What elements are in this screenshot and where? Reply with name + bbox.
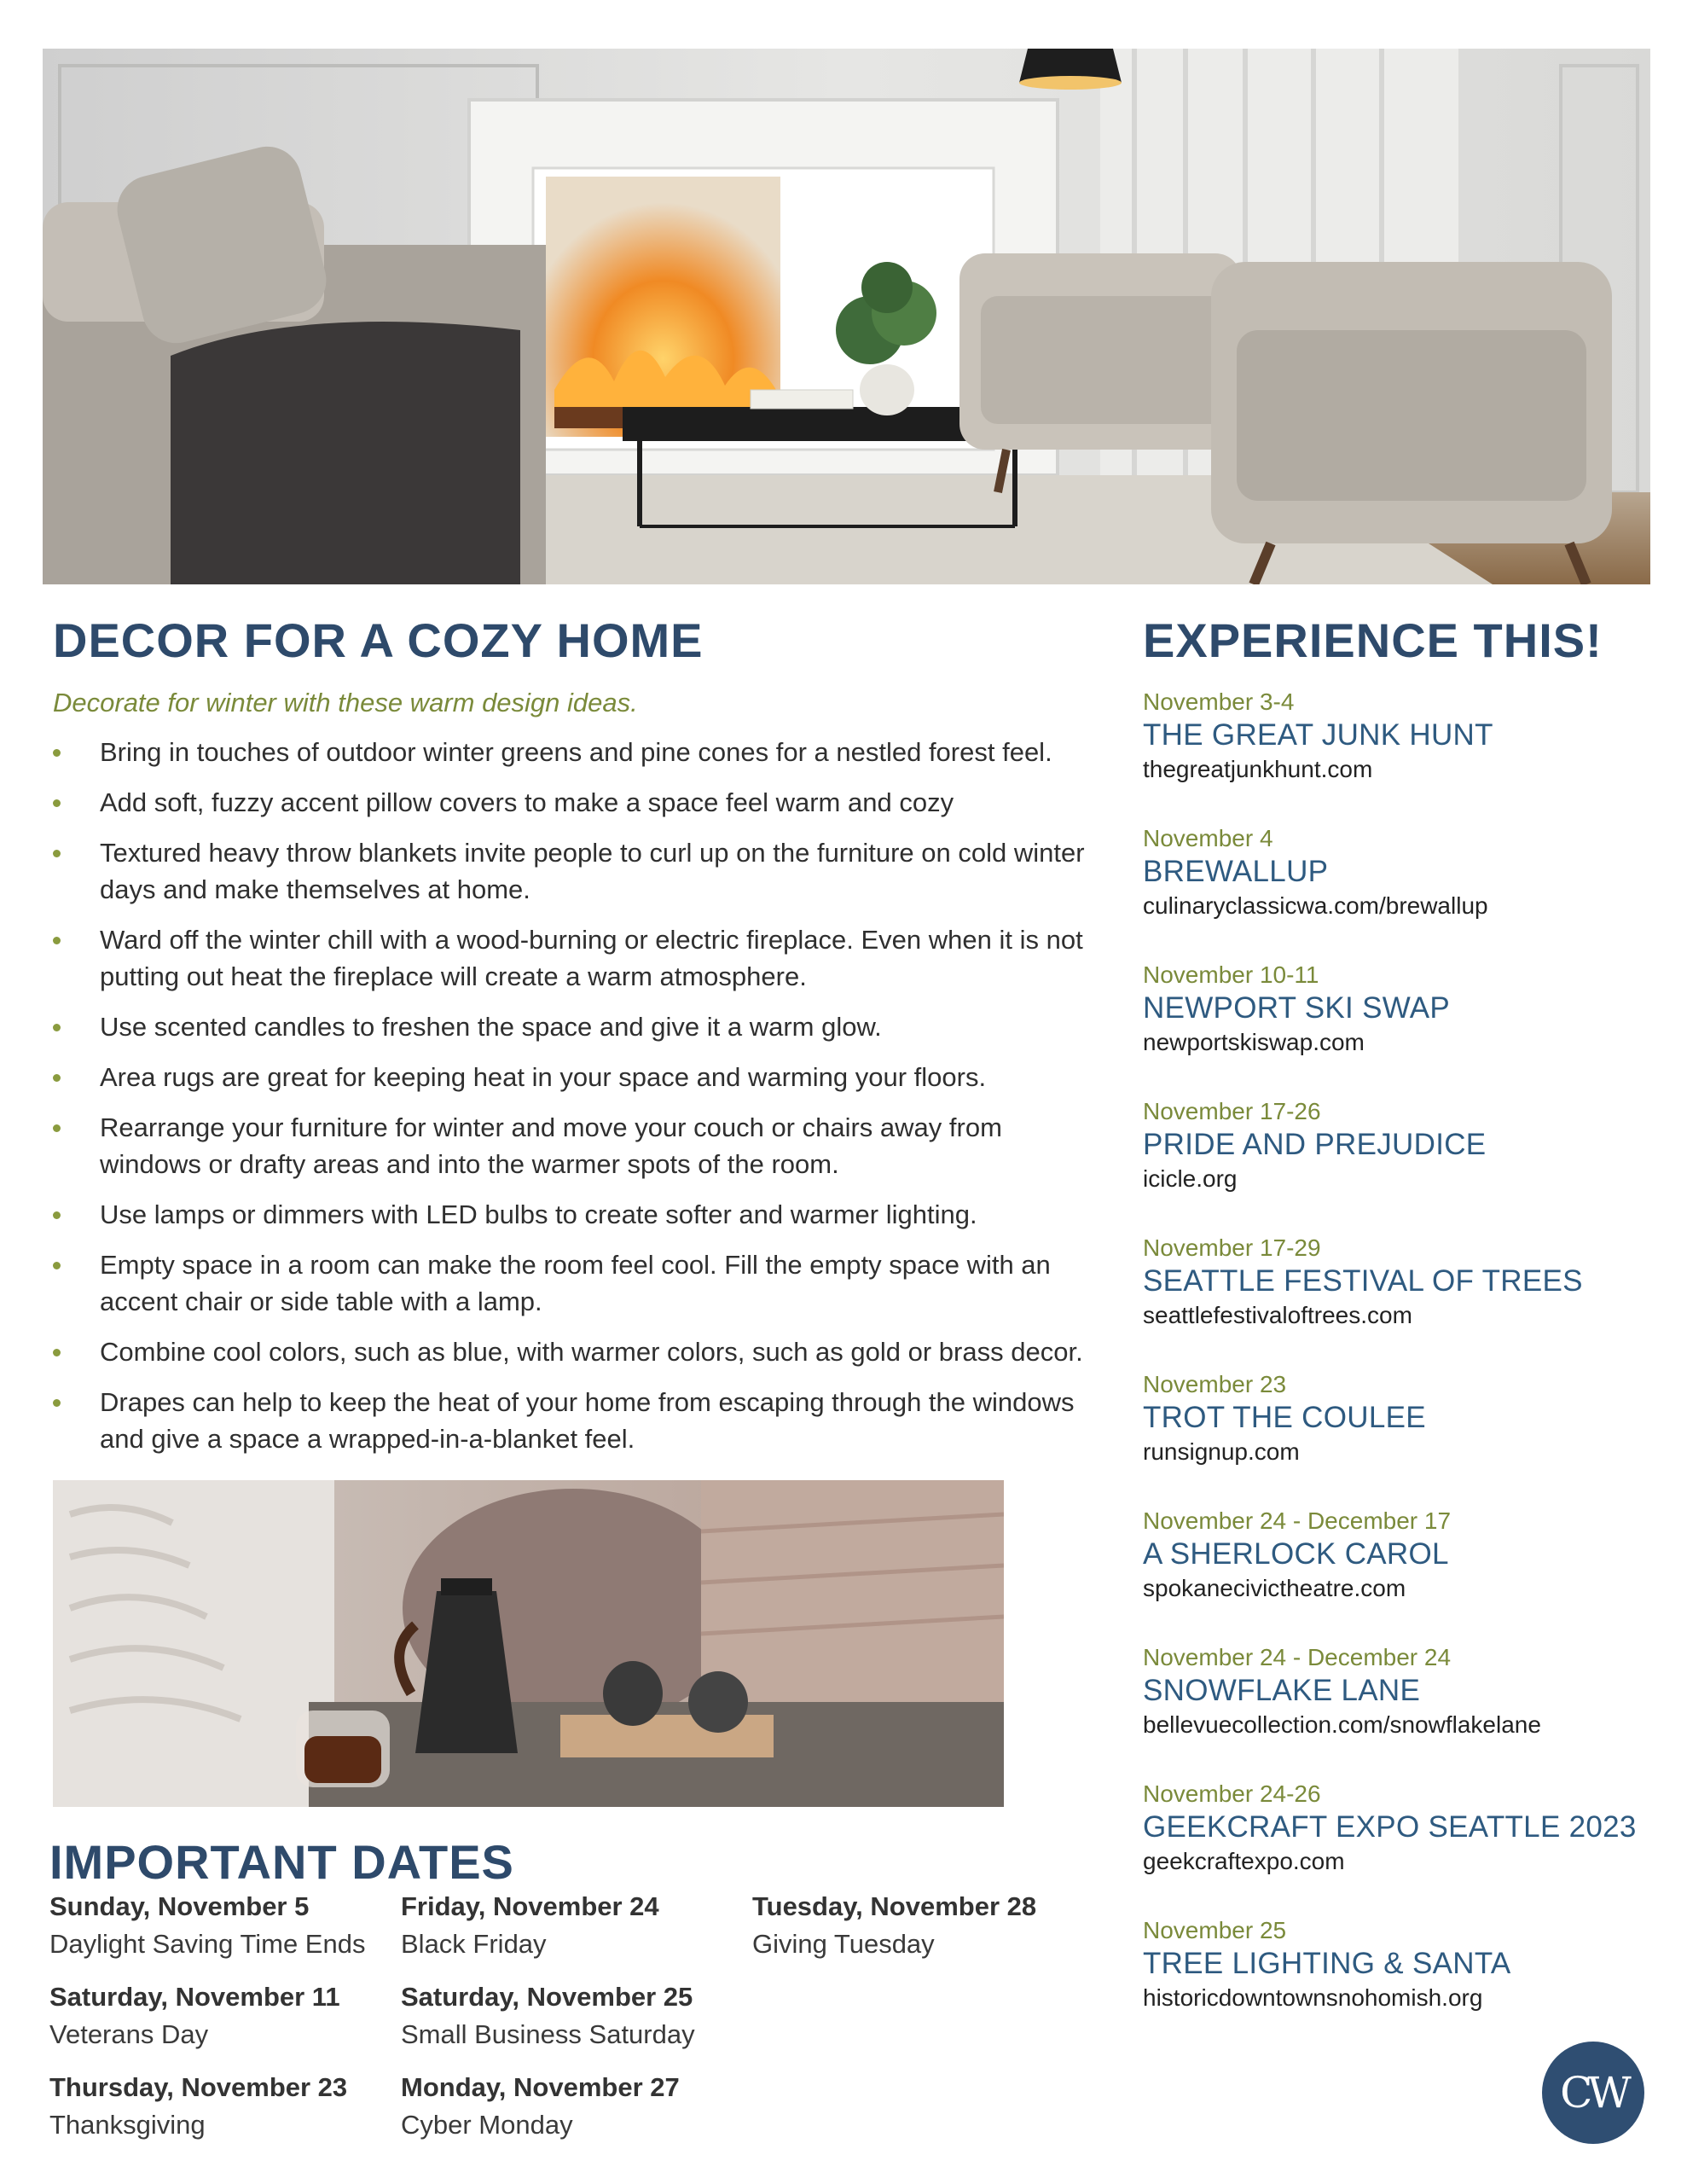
decor-tips-list [53,734,1093,1471]
event-date: November 3-4 [1143,688,1295,715]
event-item [1143,960,1655,1096]
event-item [1143,823,1655,960]
date-day: Friday, November 24 [401,1891,659,1921]
decor-tip: Rearrange your furniture for winter and move your couch or chairs away from windows or drafty areas and into the warmer spots of the room. [53,1109,1093,1182]
date-item [401,1978,742,2053]
event-date: November 23 [1143,1371,1287,1397]
event-url[interactable]: newportskiswap.com [1143,1029,1365,1055]
date-item [752,1888,1093,1963]
decor-subtitle: Decorate for winter with these warm design ideas. [53,688,638,717]
date-name: Thanksgiving [49,2110,206,2140]
decor-tip: Use lamps or dimmers with LED bulbs to create softer and warmer lighting. [53,1196,1093,1233]
date-name: Cyber Monday [401,2110,573,2140]
event-name: NEWPORT SKI SWAP [1143,991,1451,1025]
date-name: Giving Tuesday [752,1929,935,1959]
decor-tip: Ward off the winter chill with a wood-burning or electric fireplace. Even when it is not putting out heat the fireplace will create a warm atmosphere. [53,921,1093,995]
event-url[interactable]: historicdowntownsnohomish.org [1143,1984,1483,2011]
event-item [1143,1915,1655,2052]
date-day: Sunday, November 5 [49,1891,310,1921]
important-dates-title: IMPORTANT DATES [49,1835,514,1889]
event-name: THE GREAT JUNK HUNT [1143,718,1493,752]
event-name: TROT THE COULEE [1143,1401,1426,1434]
event-name: SEATTLE FESTIVAL OF TREES [1143,1264,1583,1298]
event-date: November 24-26 [1143,1780,1321,1807]
event-url[interactable]: spokanecivictheatre.com [1143,1575,1406,1601]
cw-logo: CW [1542,2042,1644,2144]
event-name: GEEKCRAFT EXPO SEATTLE 2023 [1143,1810,1637,1844]
date-day: Saturday, November 25 [401,1982,693,2012]
event-url[interactable]: runsignup.com [1143,1438,1300,1465]
experience-section-title: EXPERIENCE THIS! [1143,613,1603,667]
event-item [1143,1369,1655,1506]
date-day: Monday, November 27 [401,2072,680,2102]
decor-tip: Drapes can help to keep the heat of your home from escaping through the windows and give a space a wrapped-in-a-blanket feel. [53,1384,1093,1457]
event-url[interactable]: bellevuecollection.com/snowflakelane [1143,1711,1541,1738]
decor-tip: Area rugs are great for keeping heat in your space and warming your floors. [53,1059,1093,1095]
date-item [49,1978,391,2053]
date-day: Tuesday, November 28 [752,1891,1037,1921]
date-item [401,2069,742,2144]
event-name: SNOWFLAKE LANE [1143,1674,1421,1707]
event-item [1143,1642,1655,1779]
date-item [401,1888,742,1963]
event-date: November 17-26 [1143,1098,1321,1124]
date-item [49,2069,391,2144]
decor-tip: Textured heavy throw blankets invite people to curl up on the furniture on cold winter days and make themselves at home. [53,834,1093,908]
decor-section-title: DECOR FOR A COZY HOME [53,613,704,667]
decor-tip: Use scented candles to freshen the space and give it a warm glow. [53,1008,1093,1045]
hero-living-room-image [43,49,1650,584]
event-url[interactable]: icicle.org [1143,1165,1238,1192]
event-name: PRIDE AND PREJUDICE [1143,1128,1487,1161]
decor-tip: Bring in touches of outdoor winter greens and pine cones for a nestled forest feel. [53,734,1093,770]
event-url[interactable]: seattlefestivaloftrees.com [1143,1302,1412,1328]
event-name: A SHERLOCK CAROL [1143,1537,1449,1571]
date-day: Thursday, November 23 [49,2072,348,2102]
date-name: Veterans Day [49,2019,209,2049]
event-date: November 24 - December 17 [1143,1507,1452,1534]
tea-blanket-image [53,1480,1004,1807]
event-item [1143,1506,1655,1642]
decor-tip: Empty space in a room can make the room feel cool. Fill the empty space with an accent chair or side table with a lamp. [53,1246,1093,1320]
date-name: Small Business Saturday [401,2019,695,2049]
event-date: November 24 - December 24 [1143,1644,1452,1670]
event-item [1143,687,1655,823]
event-date: November 17-29 [1143,1234,1321,1261]
date-item [49,1888,391,1963]
event-url[interactable]: culinaryclassicwa.com/brewallup [1143,892,1488,919]
event-url[interactable]: geekcraftexpo.com [1143,1848,1345,1874]
event-name: TREE LIGHTING & SANTA [1143,1947,1511,1980]
decor-tip: Combine cool colors, such as blue, with warmer colors, such as gold or brass decor. [53,1333,1093,1370]
event-item [1143,1233,1655,1369]
events-list [1143,687,1655,2052]
event-item [1143,1096,1655,1233]
event-name: BREWALLUP [1143,855,1329,888]
date-day: Saturday, November 11 [49,1982,340,2012]
date-name: Black Friday [401,1929,547,1959]
event-date: November 10-11 [1143,961,1319,988]
event-date: November 4 [1143,825,1273,851]
date-name: Daylight Saving Time Ends [49,1929,366,1959]
event-date: November 25 [1143,1917,1287,1943]
decor-tip: Add soft, fuzzy accent pillow covers to make a space feel warm and cozy [53,784,1093,821]
event-url[interactable]: thegreatjunkhunt.com [1143,756,1373,782]
event-item [1143,1779,1655,1915]
